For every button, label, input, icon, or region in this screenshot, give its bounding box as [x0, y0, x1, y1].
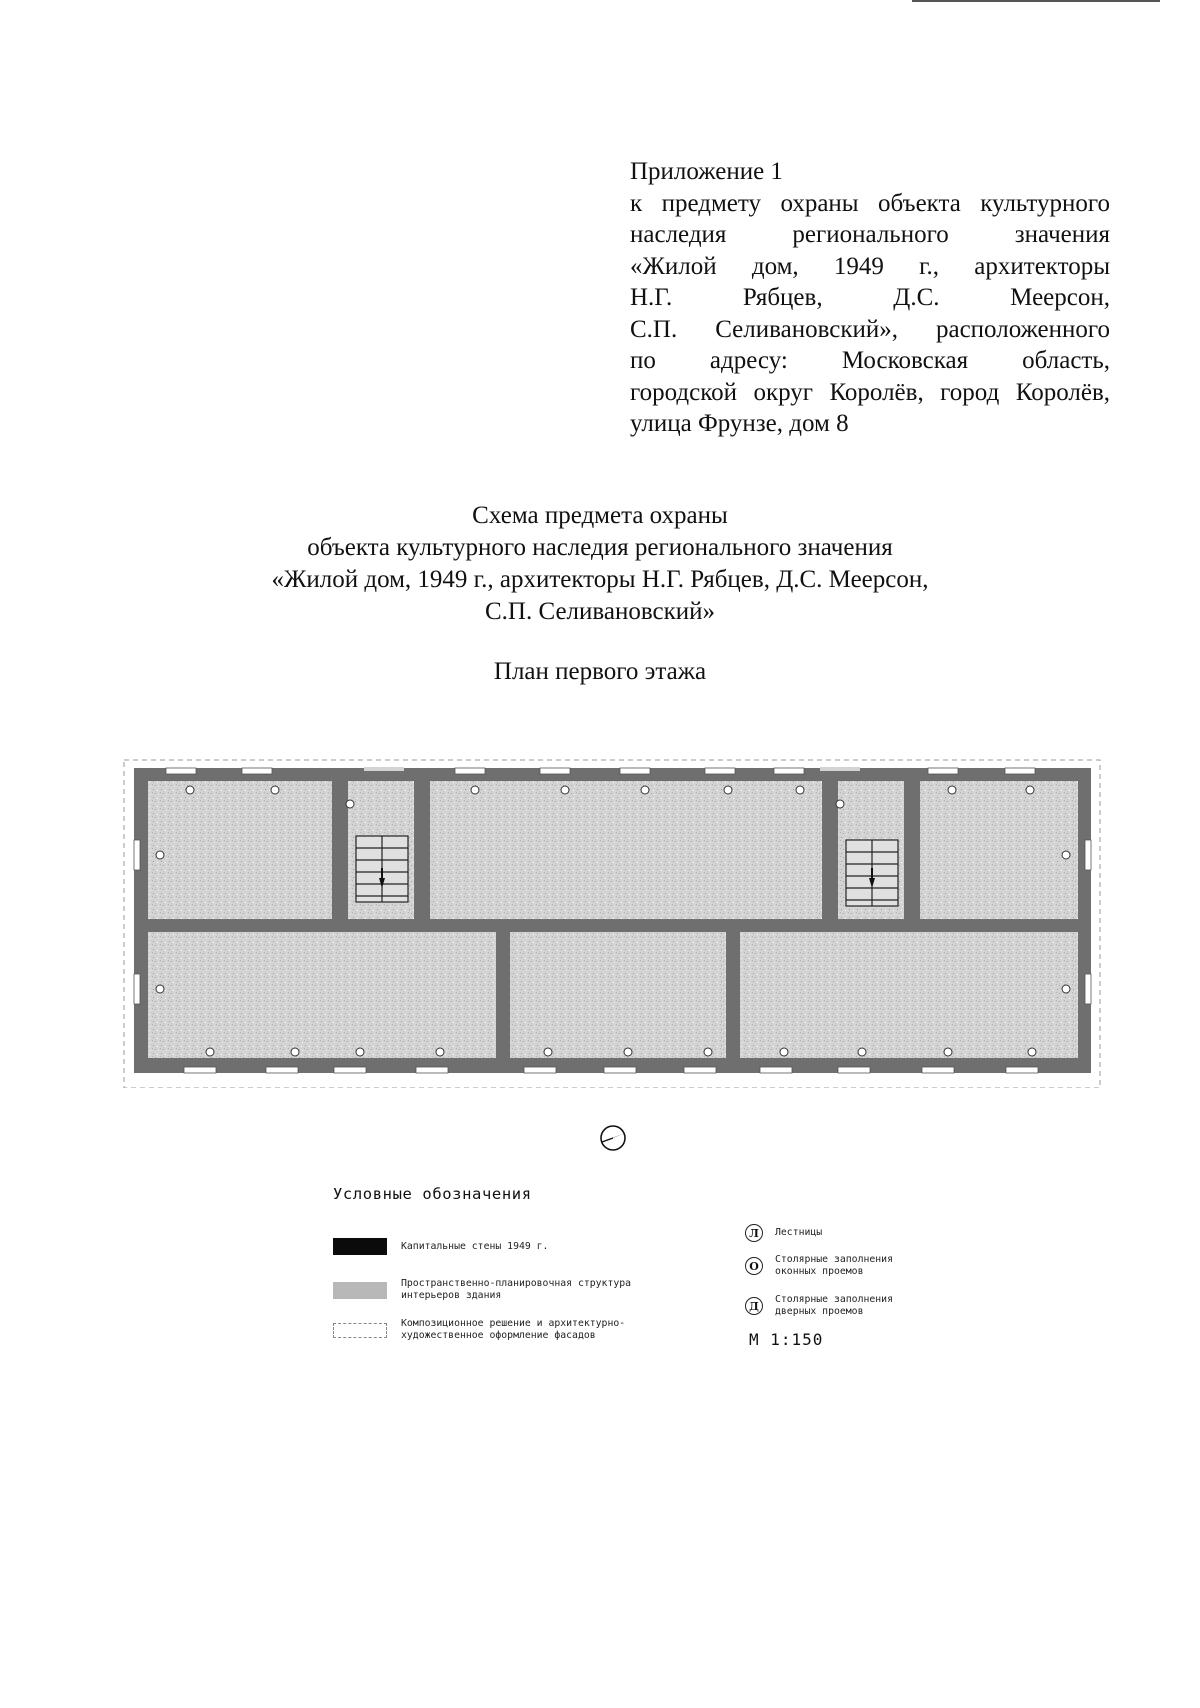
scheme-title-line: С.П. Селивановский» — [484, 598, 716, 625]
scheme-title-line: «Жилой дом, 1949 г., архитекторы Н.Г. Рябцев, Д.С. Меерсон, — [271, 566, 929, 593]
windows-symbol-icon: О — [745, 1257, 763, 1275]
stairs-symbol-icon: Л — [745, 1224, 763, 1242]
legend-title: Условные обозначения — [333, 1185, 532, 1203]
appendix-line: к предмету охраны объекта культурного — [630, 189, 1110, 217]
appendix-line: С.П. Селивановский», расположенного — [630, 315, 1110, 343]
appendix-line: улица Фрунзе, дом 8 — [630, 410, 849, 437]
room — [920, 781, 1078, 919]
appendix-line: Приложение 1 — [630, 158, 783, 185]
legend-windows — [745, 1254, 893, 1278]
scale-label: М 1:150 — [749, 1330, 824, 1349]
appendix-line: Н.Г. Рябцев, Д.С. Меерсон, — [630, 284, 1110, 311]
appendix-line: по адресу: Московская область, — [630, 347, 1110, 374]
legend-stairs-text: Лестницы — [775, 1227, 823, 1238]
scheme-title-line: Схема предмета охраны — [472, 502, 728, 529]
legend-interior-text: Пространственно-планировочная структура интерьеров здания — [401, 1278, 632, 1301]
scheme-title — [200, 500, 1000, 628]
stair-tower-left — [364, 767, 404, 771]
doors-symbol-icon: Д — [745, 1297, 763, 1315]
legend-stairs — [745, 1224, 822, 1242]
room — [148, 932, 496, 1058]
appendix-block — [630, 156, 1110, 440]
appendix-line: городской округ Королёв, город Королёв, — [630, 378, 1110, 406]
floor-plan — [120, 748, 1104, 1088]
north-arrow-icon — [598, 1123, 628, 1153]
legend-doors-text: Столярные заполнения дверных проемов — [775, 1294, 893, 1317]
room — [148, 781, 332, 919]
legend-facades-swatch — [333, 1323, 387, 1338]
legend-windows-text: Столярные заполнения оконных проемов — [775, 1254, 893, 1277]
scheme-title-line: объекта культурного наследия регионального значения — [307, 534, 893, 561]
appendix-line: «Жилой дом, 1949 г., архитекторы — [630, 252, 1110, 280]
appendix-line: наследия регионального значения — [630, 221, 1110, 248]
plan-title: План первого этажа — [493, 658, 707, 685]
legend-walls-swatch — [333, 1238, 387, 1255]
legend-walls — [333, 1238, 548, 1255]
legend-doors — [745, 1294, 893, 1318]
room — [510, 932, 726, 1058]
room — [740, 932, 1078, 1058]
top-edge-line — [912, 0, 1160, 2]
room — [430, 781, 822, 919]
legend-facades-text: Композиционное решение и архитектурно- художественное оформление фасадов — [401, 1318, 626, 1341]
legend-interior — [333, 1278, 631, 1302]
stair-tower-right — [820, 767, 860, 771]
legend-interior-swatch — [333, 1282, 387, 1299]
legend-facades — [333, 1318, 625, 1342]
legend-walls-text: Капитальные стены 1949 г. — [401, 1240, 549, 1252]
